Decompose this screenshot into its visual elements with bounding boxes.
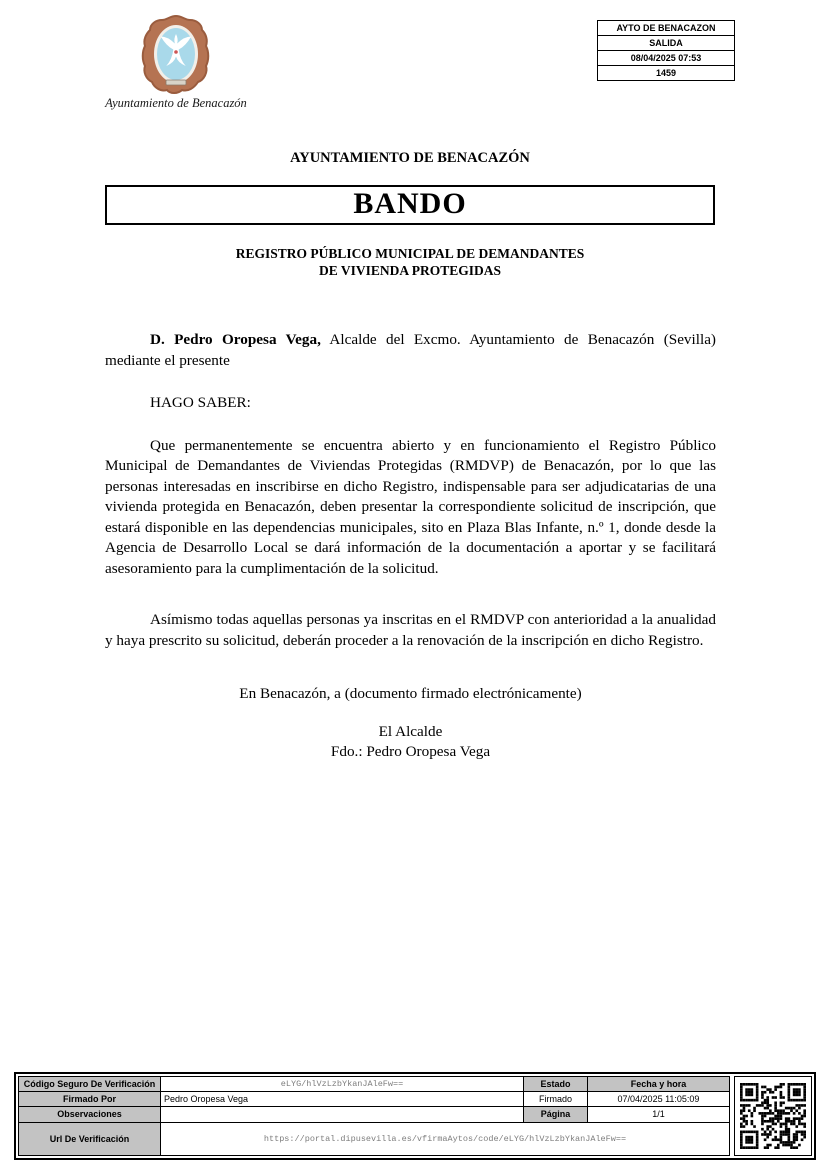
paragraph-registro: Que permanentemente se encuentra abierto y en funcionamiento el Registro Público Municipal de Demandantes de Viviendas Protegidas (RMDVP) de Benacazón, por lo que las personas interesadas en inscribirse en dicho Registro, indispensable para ser adjudicatarias de una vivienda protegida en Benacazón, deben presentar la correspondiente solicitud de inscripción, que estará disponible en las dependencias municipales, sito en Plaza Blas Infante, n.º 1, donde desde la Agencia de Desarrollo Local se dará información de la documentación a aportar y se facilitará asesoramiento para la cumplimentación de la solicitud. [105,436,716,577]
document-subtitle [105,245,715,279]
signature-role: El Alcalde [378,722,443,740]
csv-label: Código Seguro De Verificación [19,1077,161,1092]
bando-banner: BANDO [105,185,715,225]
place-date-line: En Benacazón, a (documento firmado electrónicamente) [239,685,582,702]
subtitle-line1: REGISTRO PÚBLICO MUNICIPAL DE DEMANDANTES [235,246,585,261]
coat-of-arms-dove-icon [140,14,212,98]
stamp-datetime: 08/04/2025 07:53 [598,51,735,66]
firmado-por-label: Firmado Por [19,1092,161,1107]
observaciones-value [161,1107,524,1122]
estado-value: Firmado [524,1092,588,1107]
verification-url[interactable]: https://portal.dipusevilla.es/vfirmaAytos/code/eLYG/hlVzLzbYkanJAleFw== [161,1122,730,1155]
stamp-type: SALIDA [598,36,735,51]
logo-caption: Ayuntamiento de Benacazón [105,96,247,110]
paragraph-renovacion: Asímismo todas aquellas personas ya inscritas en el RMDVP con anterioridad a la anualidad y haya prescrito su solicitud, deberán proceder a la renovación de la inscripción en dicho Registro. [105,611,716,649]
intro-paragraph [105,330,716,371]
verification-table [18,1076,730,1156]
org-title: AYUNTAMIENTO DE BENACAZÓN [290,150,530,166]
firmado-por-value: Pedro Oropesa Vega [161,1092,524,1107]
table-row [19,1077,730,1092]
observaciones-label: Observaciones [19,1107,161,1122]
estado-header: Estado [524,1077,588,1092]
subtitle-line2: DE VIVIENDA PROTEGIDAS [318,263,502,278]
table-row [19,1092,730,1107]
qr-code-icon [740,1083,806,1149]
signature-name: Fdo.: Pedro Oropesa Vega [330,743,491,760]
fecha-value: 07/04/2025 11:05:09 [588,1092,730,1107]
pagina-value: 1/1 [588,1107,730,1122]
signature-footer [14,1072,816,1160]
stamp-number: 1459 [598,66,735,81]
stamp-entity: AYTO DE BENACAZON [598,21,735,36]
table-row [19,1107,730,1122]
table-row [19,1122,730,1155]
mayor-name: D. Pedro Oropesa Vega, [150,331,321,348]
qr-code [734,1076,812,1156]
municipal-logo [140,14,212,103]
registry-stamp [597,20,735,81]
intro-rest: Alcalde del Excmo. Ayuntamiento de Benacazón (Sevilla) mediante el presente [105,331,716,369]
url-label: Url De Verificación [19,1122,161,1155]
document-body [105,322,716,763]
signature-block [105,722,716,763]
fecha-header: Fecha y hora [588,1077,730,1092]
hago-saber-line: HAGO SABER: [150,394,251,411]
pagina-label: Página [524,1107,588,1122]
csv-value: eLYG/hlVzLzbYkanJAleFw== [161,1077,524,1092]
